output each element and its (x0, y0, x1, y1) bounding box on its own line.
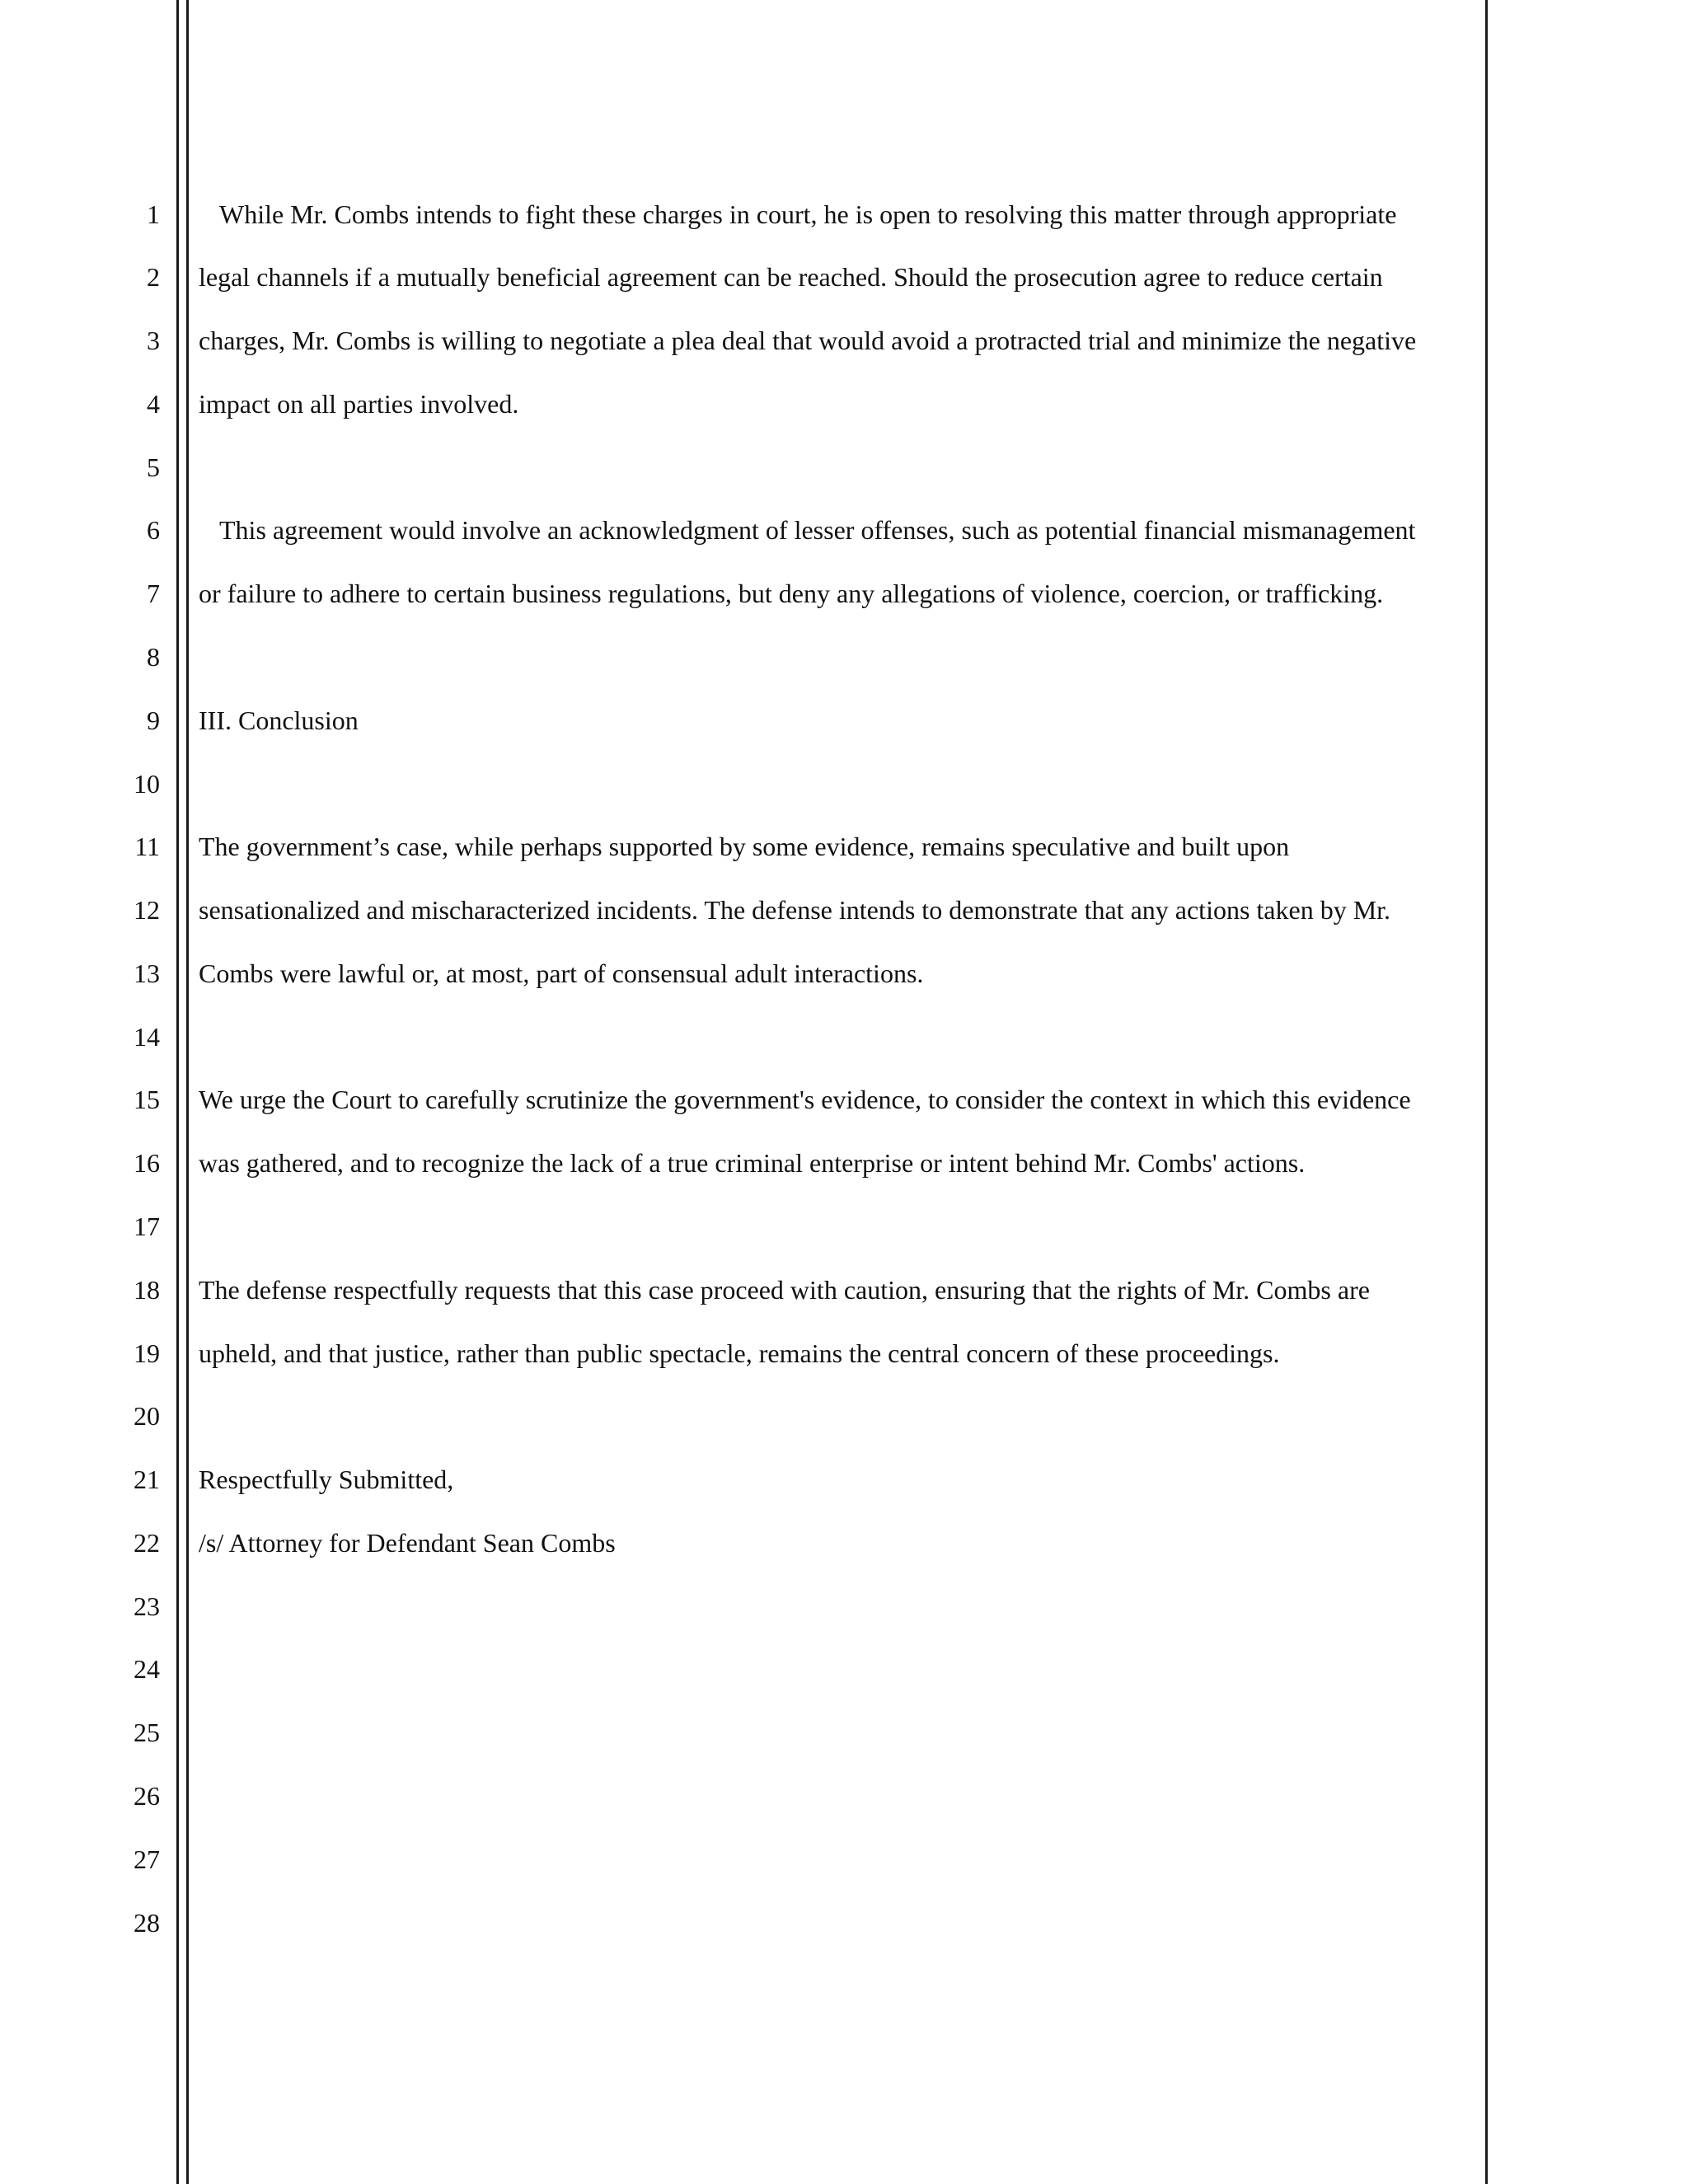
line-number: 1 (147, 199, 160, 229)
line-number: 4 (147, 389, 160, 419)
line-number: 3 (147, 326, 160, 355)
paragraph-line: sensationalized and mischaracterized incidents. The defense intends to demonstrate that any actions taken by Mr. (199, 895, 1391, 925)
line-number: 21 (134, 1465, 160, 1494)
line-number: 9 (147, 705, 160, 735)
paragraph-line: impact on all parties involved. (199, 389, 519, 419)
line-number: 20 (134, 1401, 160, 1431)
paragraph-line: The defense respectfully requests that this case proceed with caution, ensuring that the rights of Mr. Combs are (199, 1275, 1370, 1305)
line-number: 18 (134, 1275, 160, 1305)
line-number: 23 (134, 1591, 160, 1621)
line-number: 14 (134, 1022, 160, 1052)
paragraph-line: or failure to adhere to certain business regulations, but deny any allegations of violence, coercion, or trafficking. (199, 579, 1384, 608)
signature-line: /s/ Attorney for Defendant Sean Combs (199, 1528, 616, 1558)
paragraph-line: legal channels if a mutually beneficial agreement can be reached. Should the prosecution agree to reduce certain (199, 262, 1383, 292)
section-heading: III. Conclusion (199, 705, 359, 735)
closing-line: Respectfully Submitted, (199, 1465, 454, 1494)
paragraph-line: This agreement would involve an acknowledgment of lesser offenses, such as potential financial mismanagement (219, 515, 1416, 545)
left-margin-rule-outer (176, 0, 179, 2184)
line-number: 16 (134, 1148, 160, 1178)
line-number: 8 (147, 642, 160, 672)
line-number: 6 (147, 515, 160, 545)
line-number: 19 (134, 1338, 160, 1368)
paragraph-line: upheld, and that justice, rather than public spectacle, remains the central concern of these proceedings. (199, 1338, 1280, 1368)
line-number: 10 (134, 769, 160, 799)
line-number: 28 (134, 1908, 160, 1938)
paragraph-line: Combs were lawful or, at most, part of consensual adult interactions. (199, 958, 924, 988)
line-number: 13 (134, 958, 160, 988)
left-margin-rule-inner (186, 0, 189, 2184)
line-number: 12 (134, 895, 160, 925)
paragraph-line: charges, Mr. Combs is willing to negotiate a plea deal that would avoid a protracted trial and minimize the negative (199, 326, 1417, 355)
paragraph-line: The government’s case, while perhaps supported by some evidence, remains speculative and built upon (199, 832, 1290, 861)
line-number: 27 (134, 1844, 160, 1874)
line-number: 22 (134, 1528, 160, 1558)
paragraph-line: We urge the Court to carefully scrutinize the government's evidence, to consider the context in which this evidence (199, 1085, 1411, 1114)
line-number: 24 (134, 1654, 160, 1684)
line-number: 7 (147, 579, 160, 608)
line-number: 11 (134, 832, 160, 861)
line-number: 25 (134, 1718, 160, 1747)
line-number: 5 (147, 452, 160, 482)
line-number: 17 (134, 1212, 160, 1241)
line-number: 26 (134, 1781, 160, 1811)
line-number: 2 (147, 262, 160, 292)
paragraph-line: was gathered, and to recognize the lack of a true criminal enterprise or intent behind Mr. Combs' actions. (199, 1148, 1306, 1178)
line-number: 15 (134, 1085, 160, 1114)
paragraph-line: While Mr. Combs intends to fight these charges in court, he is open to resolving this matter through appropriate (219, 199, 1397, 229)
right-margin-rule (1485, 0, 1488, 2184)
